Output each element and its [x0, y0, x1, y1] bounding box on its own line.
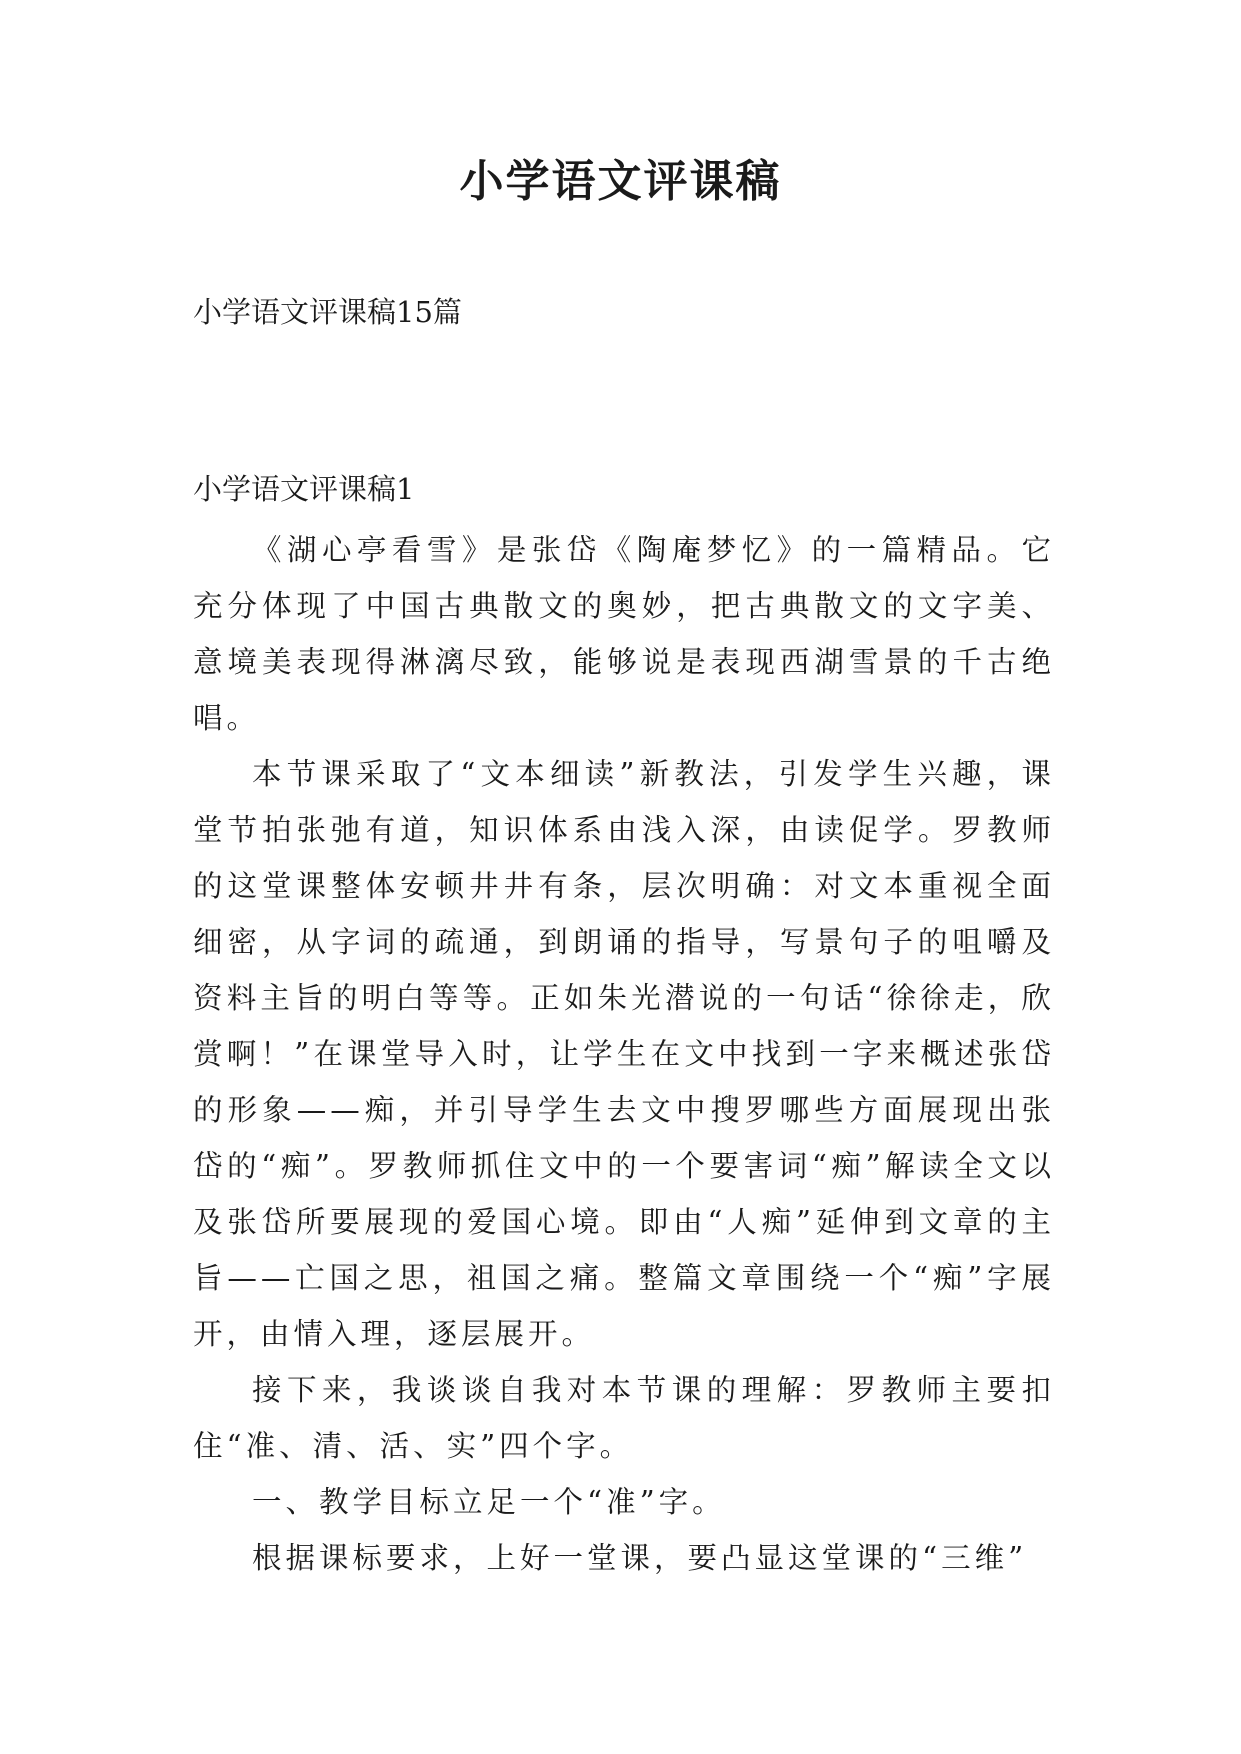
document-title: 小学语文评课稿 [459, 156, 782, 207]
body-paragraph: 本节课采取了“文本细读”新教法，引发学生兴趣，课堂节拍张弛有道，知识体系由浅入深，由读促学。罗教师的这堂课整体安顿井井有条，层次明确：对文本重视全面细密，从字词的疏通，到朗诵的指导，写景句子的咀嚼及资料主旨的明白等等。正如朱光潜说的一句话“徐徐走，欣赏啊！”在课堂导入时，让学生在文中找到一字来概述张岱的形象——痴，并引导学生去文中搜罗哪些方面展现出张岱的“痴”。罗教师抓住文中的一个要害词“痴”解读全文以及张岱所要展现的爱国心境。即由“人痴”延伸到文章的主旨——亡国之思，祖国之痛。整篇文章围绕一个“痴”字展开，由情入理，逐层展开。 [193, 757, 1055, 1351]
document-subtitle: 小学语文评课稿15篇 [193, 295, 462, 329]
document-body [193, 522, 1055, 1586]
body-paragraph: 《湖心亭看雪》是张岱《陶庵梦忆》的一篇精品。它充分体现了中国古典散文的奥妙，把古典散文的文字美、意境美表现得淋漓尽致，能够说是表现西湖雪景的千古绝唱。 [193, 533, 1055, 735]
body-paragraph: 接下来，我谈谈自我对本节课的理解：罗教师主要扣住“准、清、活、实”四个字。 [193, 1373, 1055, 1463]
body-paragraph: 根据课标要求，上好一堂课，要凸显这堂课的“三维” [252, 1541, 1028, 1575]
section-heading: 小学语文评课稿1 [193, 472, 415, 506]
body-paragraph: 一、教学目标立足一个“准”字。 [252, 1485, 726, 1519]
